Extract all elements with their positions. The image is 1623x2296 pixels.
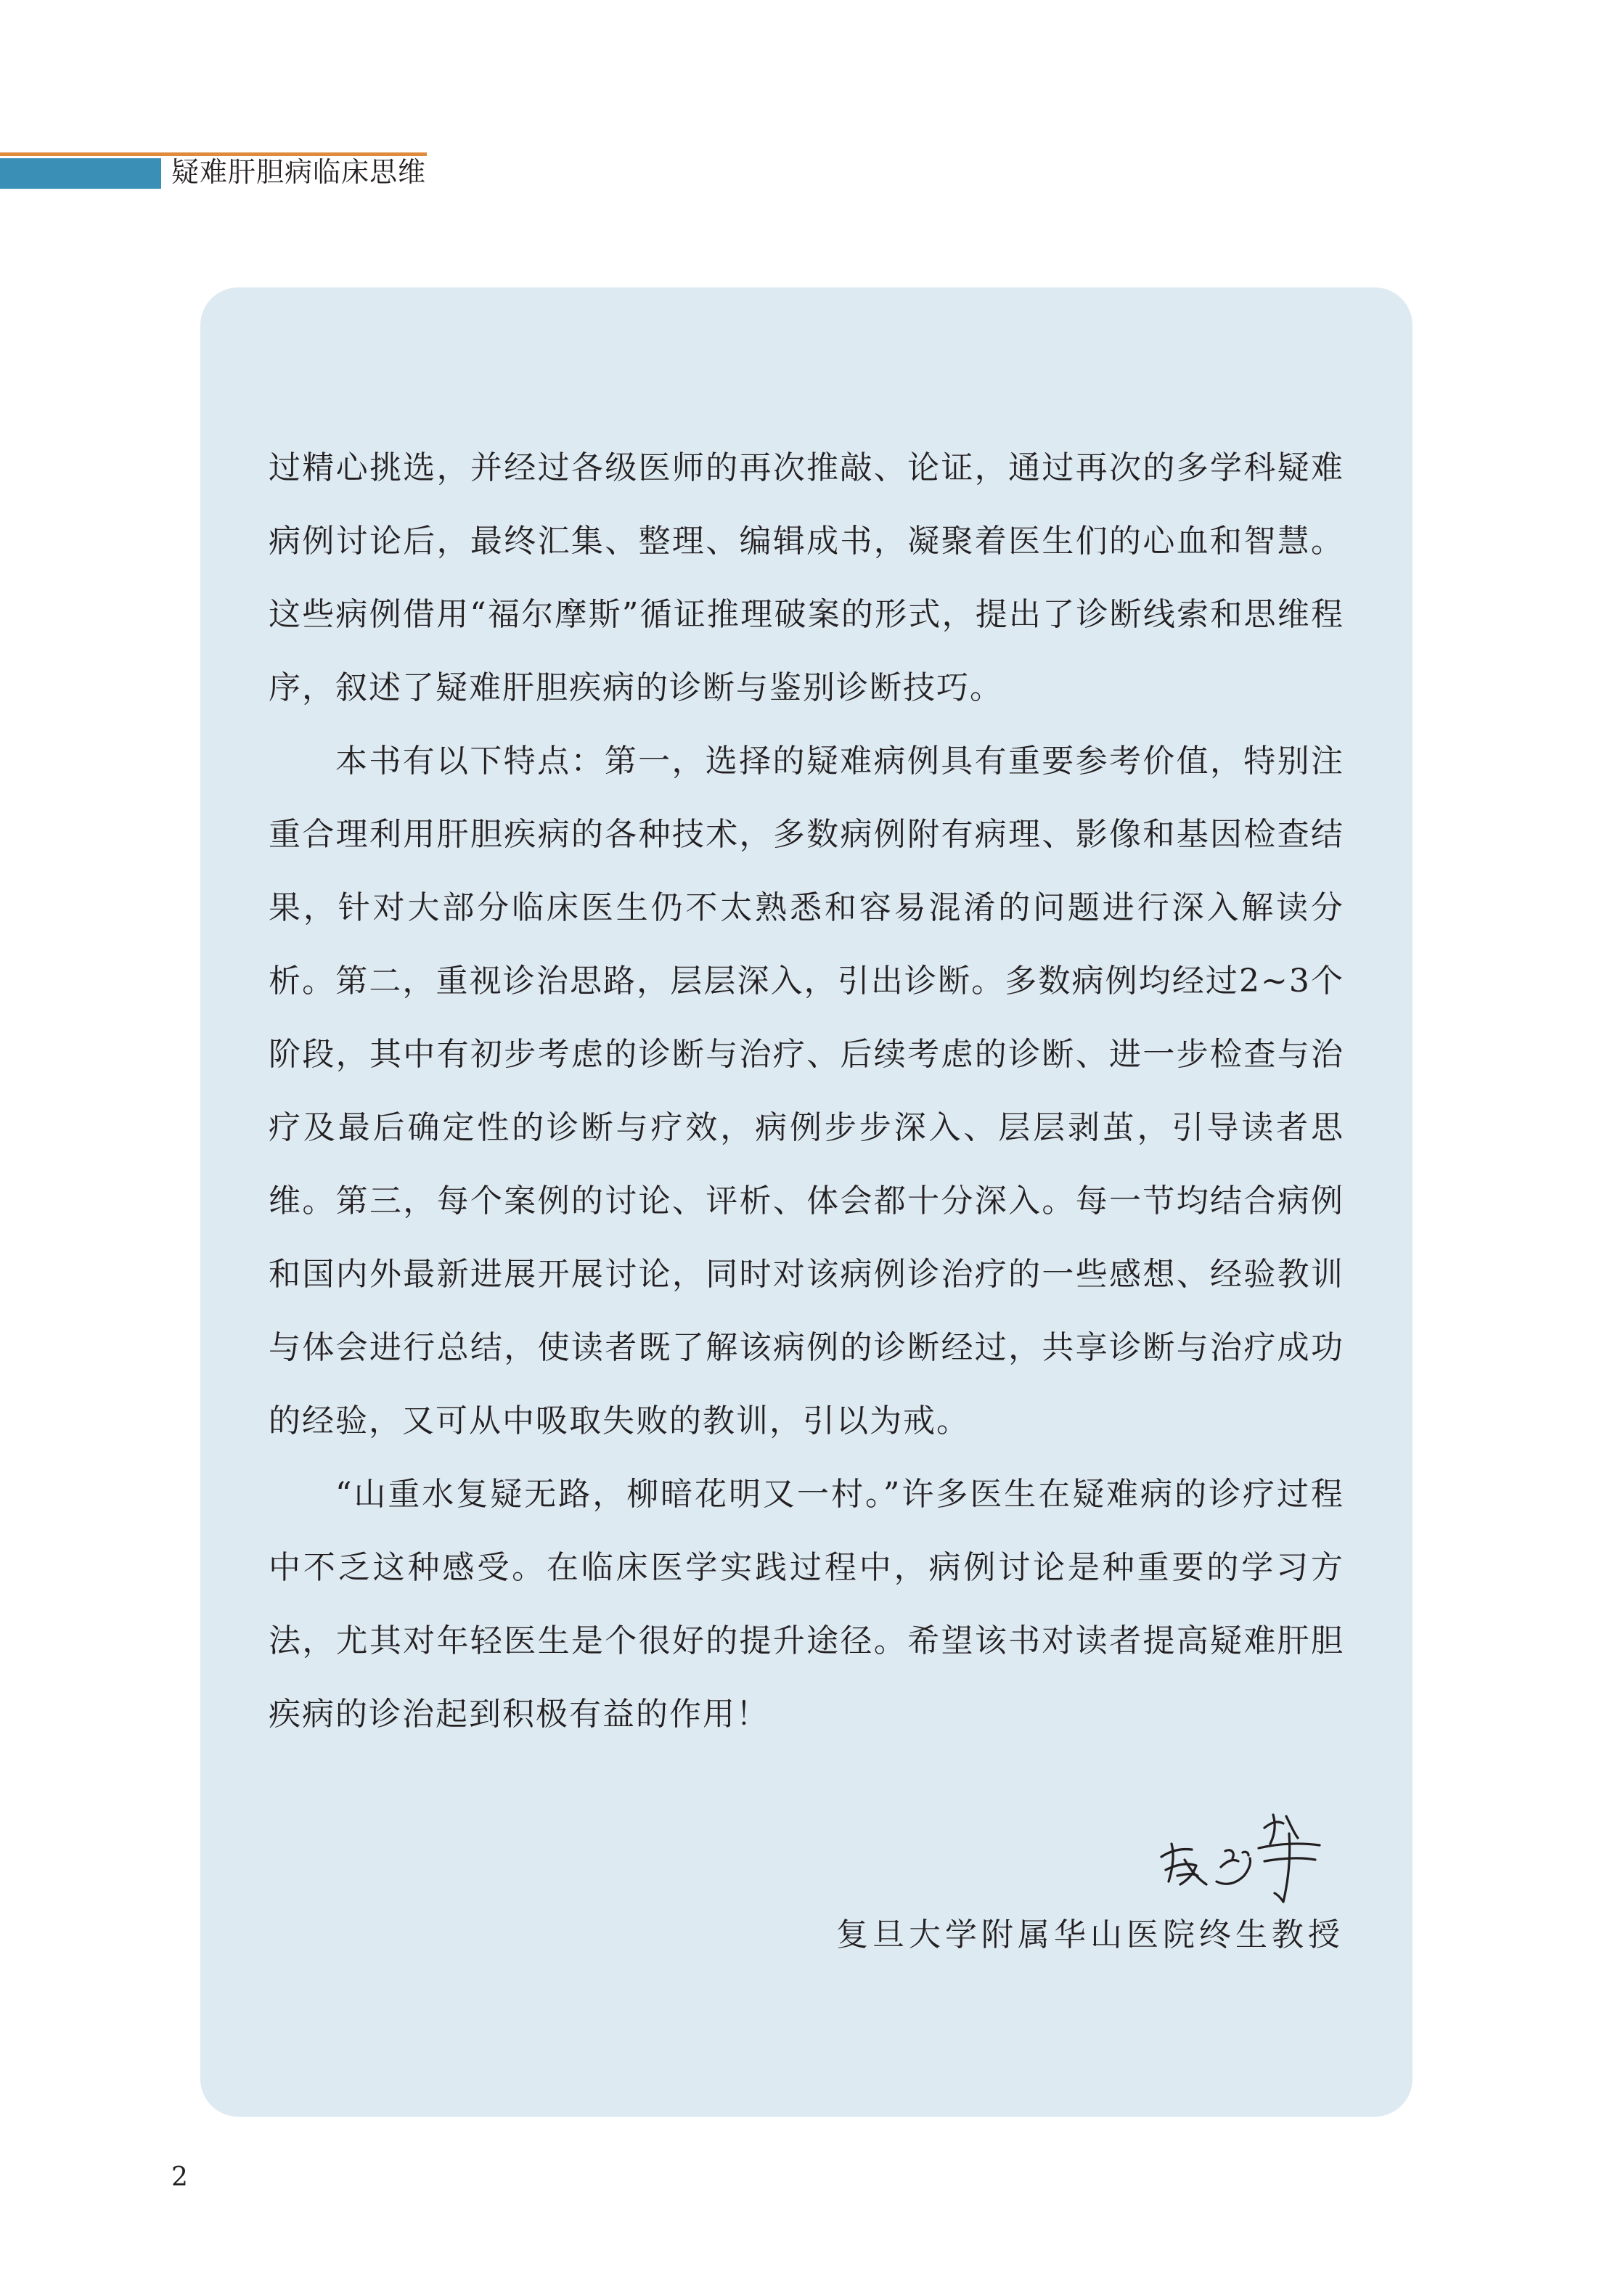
running-title: 疑难肝胆病临床思维 — [171, 156, 427, 188]
paragraph-2: 本书有以下特点：第一，选择的疑难病例具有重要参考价值，特别注重合理利用肝胆疾病的各种技术，多数病例附有病理、影像和基因检查结果，针对大部分临床医生仍不太熟悉和容易混淆的问题进行深入解读分析。第二，重视诊治思路，层层深入，引出诊断。多数病例均经过2~3个阶段，其中有初步考虑的诊断与治疗、后续考虑的诊断、进一步检查与治疗及最后确定性的诊断与疗效，病例步步深入、层层剥茧，引导读者思维。第三，每个案例的讨论、评析、体会都十分深入。每一节均结合病例和国内外最新进展开展讨论，同时对该病例诊治疗的一些感想、经验教训与体会进行总结，使读者既了解该病例的诊断经过，共享诊断与治疗成功的经验，又可从中吸取失败的教训，引以为戒。 — [269, 743, 1344, 1439]
paragraph-3: “山重水复疑无路，柳暗花明又一村。”许多医生在疑难病的诊疗过程中不乏这种感受。在临床医学实践过程中，病例讨论是种重要的学习方法，尤其对年轻医生是个很好的提升途径。希望该书对读者提高疑难肝胆疾病的诊治起到积极有益的作用！ — [269, 1476, 1344, 1733]
author-affiliation: 复旦大学附属华山医院终生教授 — [836, 1916, 1344, 1953]
preface-text — [269, 431, 1344, 1751]
signature-image — [1156, 1800, 1330, 1909]
paragraph-1: 过精心挑选，并经过各级医师的再次推敲、论证，通过再次的多学科疑难病例讨论后，最终汇集、整理、编辑成书，凝聚着医生们的心血和智慧。这些病例借用“福尔摩斯”循证推理破案的形式，提出了诊断线索和思维程序，叙述了疑难肝胆疾病的诊断与鉴别诊断技巧。 — [269, 449, 1344, 706]
page-number: 2 — [171, 2162, 188, 2192]
handwritten-signature — [1156, 1800, 1330, 1909]
header-accent-bar — [0, 158, 161, 189]
